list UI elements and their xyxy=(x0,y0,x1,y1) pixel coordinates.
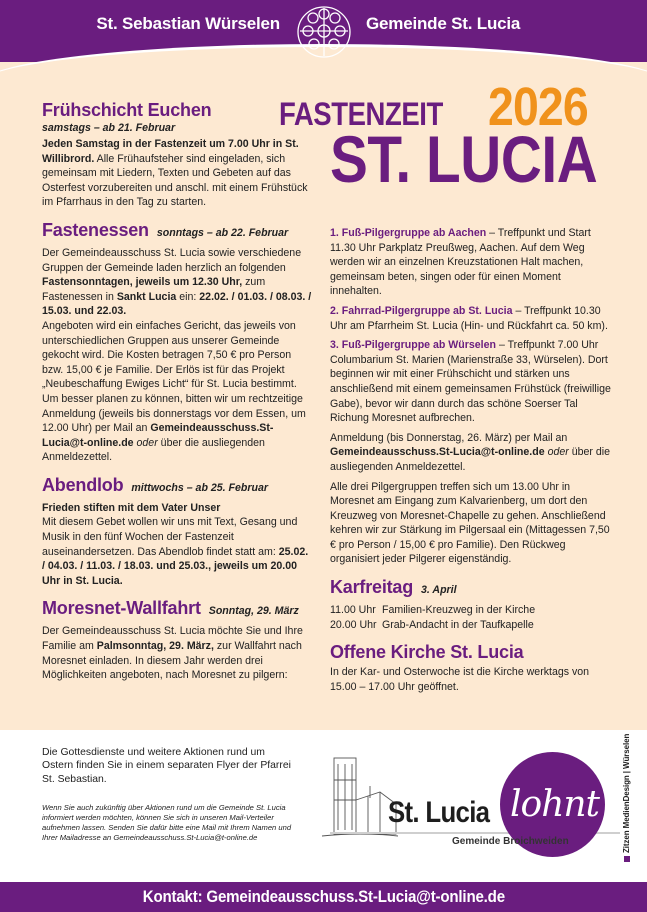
mailing-list-note: Wenn Sie auch zukünftig über Aktionen rund um die Gemeinde St. Lucia informiert werden möchten, können Sie sich in unseren Mail-Verteiler aufnehmen lassen. Senden Sie dafür bitte eine Mail mit Ihrem Namen und Ihrer Mailadresse an Gemeindeausschuss.St-Lucia@t-online.de xyxy=(42,803,292,842)
group-label: 1. Fuß-Pilgergruppe ab Aachen xyxy=(330,227,487,239)
schedule-row xyxy=(330,603,612,618)
section-date: sonntags – ab 22. Februar xyxy=(156,226,289,239)
pilgrim-group-1 xyxy=(330,226,612,299)
section-title xyxy=(42,220,314,244)
st-lucia-lohnt-logo xyxy=(310,730,610,880)
bold-intro: Jeden Samstag in der Fastenzeit um 7.00 Uhr in St. Willibrord. xyxy=(42,138,299,165)
body-text: Der Gemeindeausschuss St. Lucia sowie verschiedene Gruppen der Gemeinde laden herzlich an folgenden xyxy=(42,246,302,274)
body-text: ein: xyxy=(179,290,197,303)
pilgrim-group-2 xyxy=(330,304,612,333)
body-text: zur Wallfahrt nach Moresnet einladen. In diesem Jahr werden drei Möglichkeiten angeboten, nach Moresnet zu pilgern: xyxy=(42,640,302,682)
header-community-name: Gemeinde St. Lucia xyxy=(366,14,521,33)
dates-text: 22.02. / 01.03. / 08.03. / 15.03. und 22.03. xyxy=(42,290,312,318)
schedule-time: 11.00 Uhr xyxy=(330,604,376,617)
section-date: samstags – ab 21. Februar xyxy=(42,122,176,134)
right-column xyxy=(330,226,612,694)
section-title-text: Abendlob xyxy=(42,474,124,495)
section-text: In der Kar- und Osterwoche ist die Kirche werktags von 15.00 – 17.00 Uhr geöffnet. xyxy=(330,666,590,693)
section-abendlob xyxy=(42,475,314,589)
dates-text: 25.02. / 04.03. / 11.03. / 18.03. und 25.03., jeweils um 20.00 Uhr in St. Lucia. xyxy=(42,545,309,587)
parish-emblem-icon xyxy=(294,4,354,60)
body-text: Mit diesem Gebet wollen wir uns mit Text, Gesang und Musik in den fünf Wochen der Fastenzeit auseinandersetzen. Das Abendlob findet statt am: xyxy=(42,516,298,558)
section-title xyxy=(42,475,314,499)
section-subtitle: Frieden stiften mit dem Vater Unser xyxy=(42,501,221,514)
designer-credit xyxy=(622,733,636,862)
meeting-text: Alle drei Pilgergruppen treffen sich um 13.00 Uhr in Moresnet am Eingang zum Kalvarienberg, um dort den Kreuzweg von Moresnet-Chapelle zu gehen. Anschließend kehren wir zur Stärkung im Pilgersaal ein (Mittagessen 7,50 € pro Person / 15,00 € pro Familie). Den Rückweg organisiert jeder Pilgerer eigenständig. xyxy=(330,480,610,566)
section-title: Frühschicht Euchen xyxy=(42,100,212,120)
group-text: – Treffpunkt 7.00 Uhr Columbarium St. Marien (Marienstraße 33, Würselen). Dort beginnen wir mit einer Frühschicht und stärken uns anschließend mit einem gemeinsamen Frühstück (freiwillige Gabe), bevor wir dann durch das schöne Soerser Tal Richung Moresnet aufbrechen. xyxy=(330,339,611,425)
section-title: Offene Kirche St. Lucia xyxy=(330,642,524,663)
header-parish-name: St. Sebastian Würselen xyxy=(96,14,280,33)
logo-name: St. Lucia xyxy=(388,796,490,829)
section-text xyxy=(42,246,314,319)
section-text xyxy=(42,624,314,682)
section-fastenessen xyxy=(42,220,314,465)
logo-script: lohnt xyxy=(510,784,600,825)
schedule-time: 20.00 Uhr xyxy=(330,618,377,631)
bottom-info: Die Gottesdienste und weitere Aktionen rund um Ostern finden Sie in einem separaten Flyer der Pfarrei St. Sebastian. xyxy=(42,747,291,785)
body-text: zum Fastenessen in xyxy=(42,276,266,303)
body-text: Anmeldung (bis Donnerstag, 26. März) per Mail an xyxy=(330,431,568,444)
section-text xyxy=(42,137,314,210)
section-text xyxy=(42,515,314,588)
body-text: über die ausliegenden Anmeldezettel. xyxy=(42,436,265,464)
body-text: Der Gemeindeausschuss St. Lucia möchte Sie und Ihre Familie am xyxy=(42,625,303,653)
logo-subtitle: Gemeinde Broichweiden xyxy=(452,836,569,847)
bold-text: Sankt Lucia xyxy=(116,290,177,303)
bottom-area xyxy=(0,730,647,882)
group-label: 3. Fuß-Pilgergruppe ab Würselen xyxy=(330,339,496,352)
group-label: 2. Fahrrad-Pilgergruppe ab St. Lucia xyxy=(330,304,513,317)
section-karfreitag xyxy=(330,577,612,632)
section-title xyxy=(330,577,612,601)
body-text: Angeboten wird ein einfaches Gericht, das jeweils von unterschiedlichen Gruppen aus unserer Gemeinde gekocht wird. Die Kosten betragen 7,50 € pro Person bzw. 15,00 € je Familie. Der Erlös ist für das Projekt „Neubeschaffung Ewiges Licht“ für St. Lucia bestimmt. Um besser planen zu können, bitten wir um rechtzeitige Anmeldung (jeweils bis donnerstags vor dem Essen, um 12.00 Uhr) per Mail an xyxy=(42,319,306,435)
section-title-text: Karfreitag xyxy=(330,577,414,598)
section-date: Sonntag, 29. März xyxy=(208,605,299,618)
title-fastenzeit: FASTENZEIT xyxy=(279,96,443,132)
email-link[interactable]: Gemeindeausschuss.St-Lucia@t-online.de xyxy=(330,446,545,459)
schedule-row xyxy=(330,618,612,633)
section-date: 3. April xyxy=(421,584,457,597)
section-moresnet xyxy=(42,598,314,682)
section-fruehschicht xyxy=(42,100,314,210)
email-link[interactable]: Gemeindeausschuss.St-Lucia@t-online.de xyxy=(42,422,274,449)
oder-text: oder xyxy=(547,446,569,459)
pilgrim-group-3 xyxy=(330,338,612,426)
registration-text xyxy=(330,431,612,475)
title-year: 2026 xyxy=(488,77,588,137)
section-title-text: Moresnet-Wallfahrt xyxy=(42,598,201,619)
oder-text: oder xyxy=(136,436,158,449)
schedule-event: Grab-Andacht in der Taufkapelle xyxy=(382,618,534,631)
credit-square-icon xyxy=(624,856,630,862)
section-date: mittwochs – ab 25. Februar xyxy=(131,481,268,494)
section-title xyxy=(42,598,314,622)
section-offene-kirche xyxy=(330,642,612,694)
section-title-text: Fastenessen xyxy=(42,219,149,240)
body-text: über die ausliegenden Anmeldezettel. xyxy=(330,446,611,473)
contact-email[interactable]: Kontakt: Gemeindeausschuss.St-Lucia@t-online.de xyxy=(142,888,505,906)
title-st-lucia: ST. LUCIA xyxy=(330,122,598,196)
left-column xyxy=(42,100,314,683)
bold-text: Fastensonntagen, jeweils um 12.30 Uhr, xyxy=(42,276,243,289)
group-text: – Treffpunkt und Start 11.30 Uhr Parkplatz Preußweg, Aachen. Auf dem Weg werden wir an einzelnen Kreuzstationen Halt machen, gemeinsam beten, singen oder für einen Moment innehalten. xyxy=(330,227,591,298)
group-text: – Treffpunkt 10.30 Uhr am Pfarrheim St. Lucia (Hin- und Rückfahrt ca. 50 km). xyxy=(330,304,608,332)
footer-contact-bar xyxy=(0,882,647,912)
credit-text: Zitzen MedienDesign | Würselen xyxy=(622,733,631,853)
section-text xyxy=(42,319,314,465)
bold-text: Palmsonntag, 29. März, xyxy=(96,640,214,653)
schedule-event: Familien-Kreuzweg in der Kirche xyxy=(382,604,536,617)
body-text: Alle Frühaufsteher sind eingeladen, sich gemeinsam mit Liedern, Texten und Gebeten auf das Osterfest vorzubereiten und anschl. mit einem Frühstück im Pfarrhaus in den Tag zu starten. xyxy=(42,152,308,209)
